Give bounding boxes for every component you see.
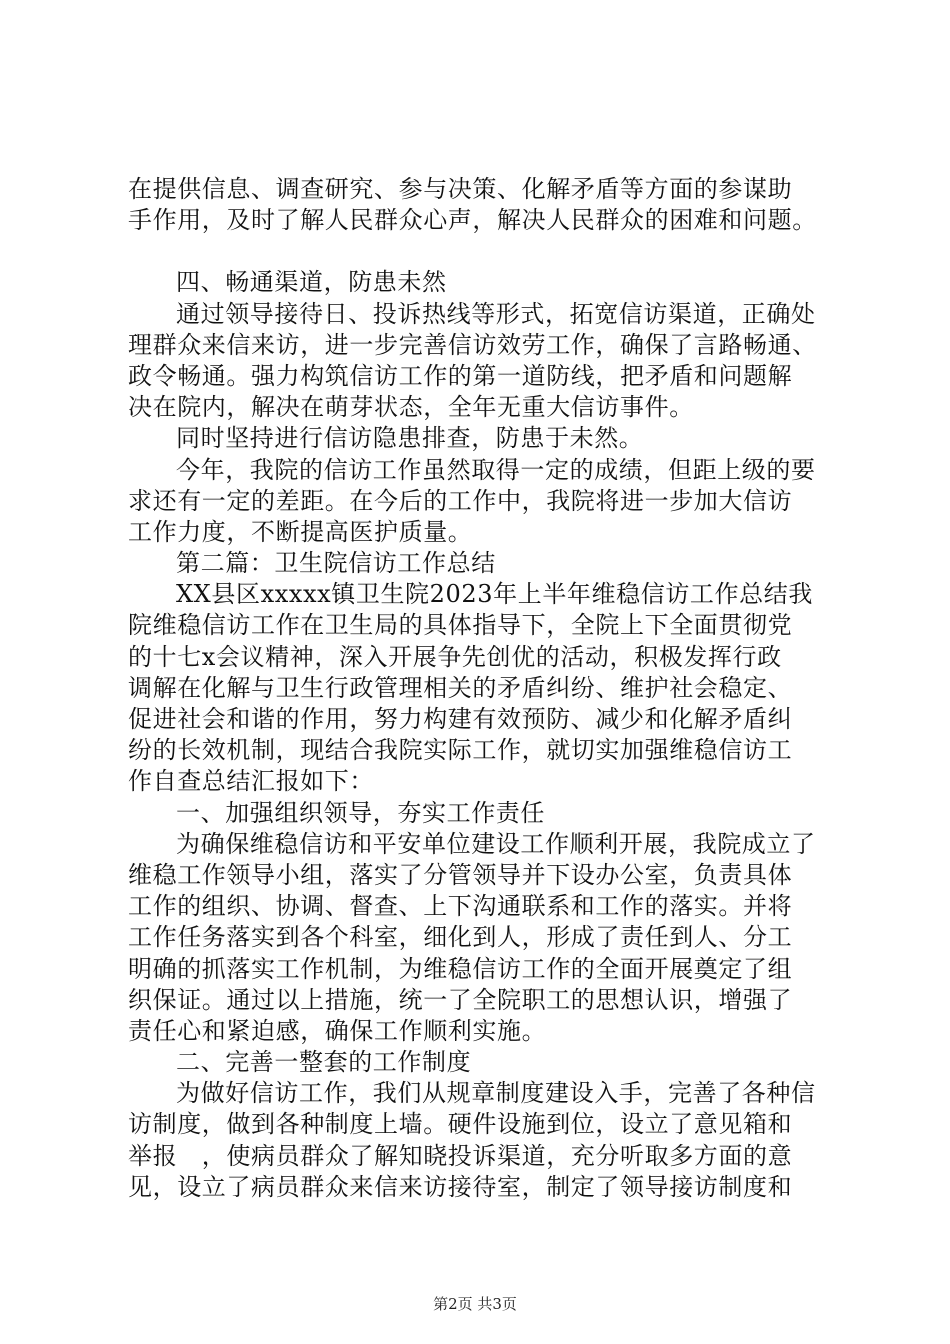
text-line: 促进社会和谐的作用，努力构建有效预防、减少和化解矛盾纠 xyxy=(128,705,793,733)
text-line: 院维稳信访工作在卫生局的具体指导下，全院上下全面贯彻党 xyxy=(128,611,793,640)
text-line: 通过领导接待日、投诉热线等形式，拓宽信访渠道，正确处 xyxy=(176,299,816,328)
text-line: 明确的抓落实工作机制，为维稳信访工作的全面开展奠定了组 xyxy=(128,954,793,983)
text-line: 理群众来信来访，进一步完善信访效劳工作，确保了言路畅通、 xyxy=(128,330,817,359)
text-line: 责任心和紧迫感，确保工作顺利实施。 xyxy=(128,1016,547,1045)
section-heading: 二、完善一整套的工作制度 xyxy=(176,1048,472,1077)
text-line: 工作力度，不断提高医护质量。 xyxy=(128,517,473,546)
text-line: 纷的长效机制，现结合我院实际工作，就切实加强维稳信访工 xyxy=(128,736,793,765)
text-line: 求还有一定的差距。在今后的工作中，我院将进一步加大信访 xyxy=(128,486,793,515)
document-body xyxy=(128,174,838,1203)
text-line: 调解在化解与卫生行政管理相关的矛盾纠纷、维护社会稳定、 xyxy=(128,673,793,702)
text-line: 手作用，及时了解人民群众心声，解决人民群众的困难和问题。 xyxy=(128,206,817,235)
text-line: 工作的组织、协调、督查、上下沟通联系和工作的落实。并将 xyxy=(128,892,793,921)
text-line: 作自查总结汇报如下： xyxy=(128,767,374,796)
text-line: 同时坚持进行信访隐患排查，防患于未然。 xyxy=(176,424,644,453)
text-line: 政令畅通。强力构筑信访工作的第一道防线，把矛盾和问题解 xyxy=(128,361,793,390)
page-number-footer: 第2页 共3页 xyxy=(433,1295,517,1313)
paragraph-gap xyxy=(128,236,838,267)
text-line: 在提供信息、调查研究、参与决策、化解矛盾等方面的参谋助 xyxy=(128,175,793,203)
text-line: 见，设立了病员群众来信来访接待室，制定了领导接访制度和 xyxy=(128,1172,793,1201)
text-line: 为确保维稳信访和平安单位建设工作顺利开展，我院成立了 xyxy=(176,829,816,858)
section-heading: 四、畅通渠道，防患未然 xyxy=(176,268,447,297)
text-line: 工作任务落实到各个科室，细化到人，形成了责任到人、分工 xyxy=(128,923,793,952)
text-line: 举报 ，使病员群众了解知晓投诉渠道，充分听取多方面的意 xyxy=(128,1141,793,1170)
text-line: 访制度，做到各种制度上墙。硬件设施到位，设立了意见箱和 xyxy=(128,1110,793,1139)
text-line: 为做好信访工作，我们从规章制度建设入手，完善了各种信 xyxy=(176,1079,816,1108)
text-line: 的十七x会议精神，深入开展争先创优的活动，积极发挥行政 xyxy=(128,642,782,671)
section-heading: 一、加强组织领导，夯实工作责任 xyxy=(176,798,545,827)
text-line: 决在院内，解决在萌芽状态，全年无重大信访事件。 xyxy=(128,393,694,422)
text-line: 维稳工作领导小组，落实了分管领导并下设办公室，负责具体 xyxy=(128,860,793,889)
text-line: 今年，我院的信访工作虽然取得一定的成绩，但距上级的要 xyxy=(176,455,816,484)
chapter-heading: 第二篇：卫生院信访工作总结 xyxy=(176,549,496,578)
text-line: 织保证。通过以上措施，统一了全院职工的思想认识，增强了 xyxy=(128,985,793,1014)
text-line: XX县区xxxxx镇卫生院2023年上半年维稳信访工作总结我 xyxy=(176,580,813,609)
